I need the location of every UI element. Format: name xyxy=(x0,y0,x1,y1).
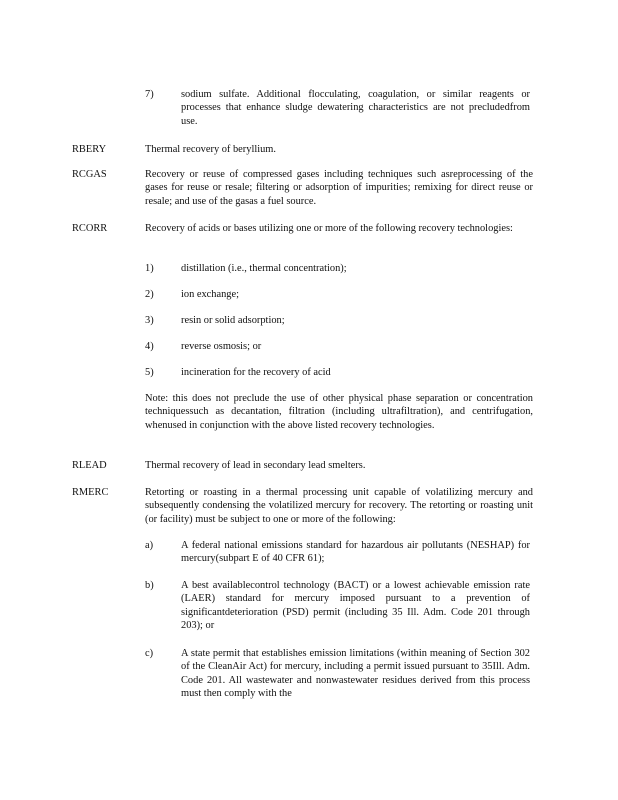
list-item-text: A best availablecontrol technology (BACT) or a lowest achievable emission rate (LAER) standard for mercury imposed pursuant to a prevention of significantdeterioration (PSD) permit (including 35 Ill. Adm. Code 201 through 203); or xyxy=(181,580,530,632)
entry-text-rcorr: Recovery of acids or bases utilizing one or more of the following recovery technologies: xyxy=(145,223,513,234)
list-item-text: reverse osmosis; or xyxy=(181,341,262,352)
list-item-number: 4) xyxy=(145,341,154,352)
entry-text-rmerc: Retorting or roasting in a thermal processing unit capable of volatilizing mercury and subsequently condensing the volatilized mercury for recovery. The retorting or roasting unit (or facility) must be subject to one or more of the following: xyxy=(145,487,533,525)
entry-text-rbery: Thermal recovery of beryllium. xyxy=(145,144,276,155)
list-item-text: resin or solid adsorption; xyxy=(181,315,285,326)
item-text: sodium sulfate. Additional flocculating, coagulation, or similar reagents or processes that enhance sludge dewatering characteristics are not precludedfrom use. xyxy=(181,89,530,127)
list-item-number: 2) xyxy=(145,289,154,300)
entry-text-rcgas: Recovery or reuse of compressed gases including techniques such asreprocessing of the gases for reuse or resale; filtering or adsorption of impurities; remixing for direct reuse or resale; and use of the gasas a fuel source. xyxy=(145,169,533,207)
list-item-text: A state permit that establishes emission limitations (within meaning of Section 302 of the CleanAir Act) for mercury, including a permit issued pursuant to 35Ill. Adm. Code 201. All wastewater and nonwastewater residues derived from this process must then comply with the xyxy=(181,648,530,700)
list-item-number: 5) xyxy=(145,367,154,378)
item-number: 7) xyxy=(145,89,154,100)
entry-code-rcorr: RCORR xyxy=(72,223,108,234)
list-item-text: A federal national emissions standard for hazardous air pollutants (NESHAP) for mercury(subpart E of 40 CFR 61); xyxy=(181,540,530,565)
list-item-text: ion exchange; xyxy=(181,289,239,300)
list-item-number: c) xyxy=(145,648,154,659)
entry-code-rcgas: RCGAS xyxy=(72,169,107,180)
rcorr-note: Note: this does not preclude the use of other physical phase separation or concentration techniquessuch as decantation, filtration (including ultrafiltration), and centrifugation, whenused in conjunction with the above listed recovery technologies. xyxy=(145,393,533,431)
entry-code-rbery: RBERY xyxy=(72,144,107,155)
entry-text-rlead: Thermal recovery of lead in secondary lead smelters. xyxy=(145,460,366,471)
list-item-number: 1) xyxy=(145,263,154,274)
list-item-text: incineration for the recovery of acid xyxy=(181,367,331,378)
list-item-number: a) xyxy=(145,540,154,551)
entry-code-rlead: RLEAD xyxy=(72,460,107,471)
entry-code-rmerc: RMERC xyxy=(72,487,109,498)
list-item-number: 3) xyxy=(145,315,154,326)
list-item-text: distillation (i.e., thermal concentration); xyxy=(181,263,347,274)
list-item-number: b) xyxy=(145,580,154,591)
